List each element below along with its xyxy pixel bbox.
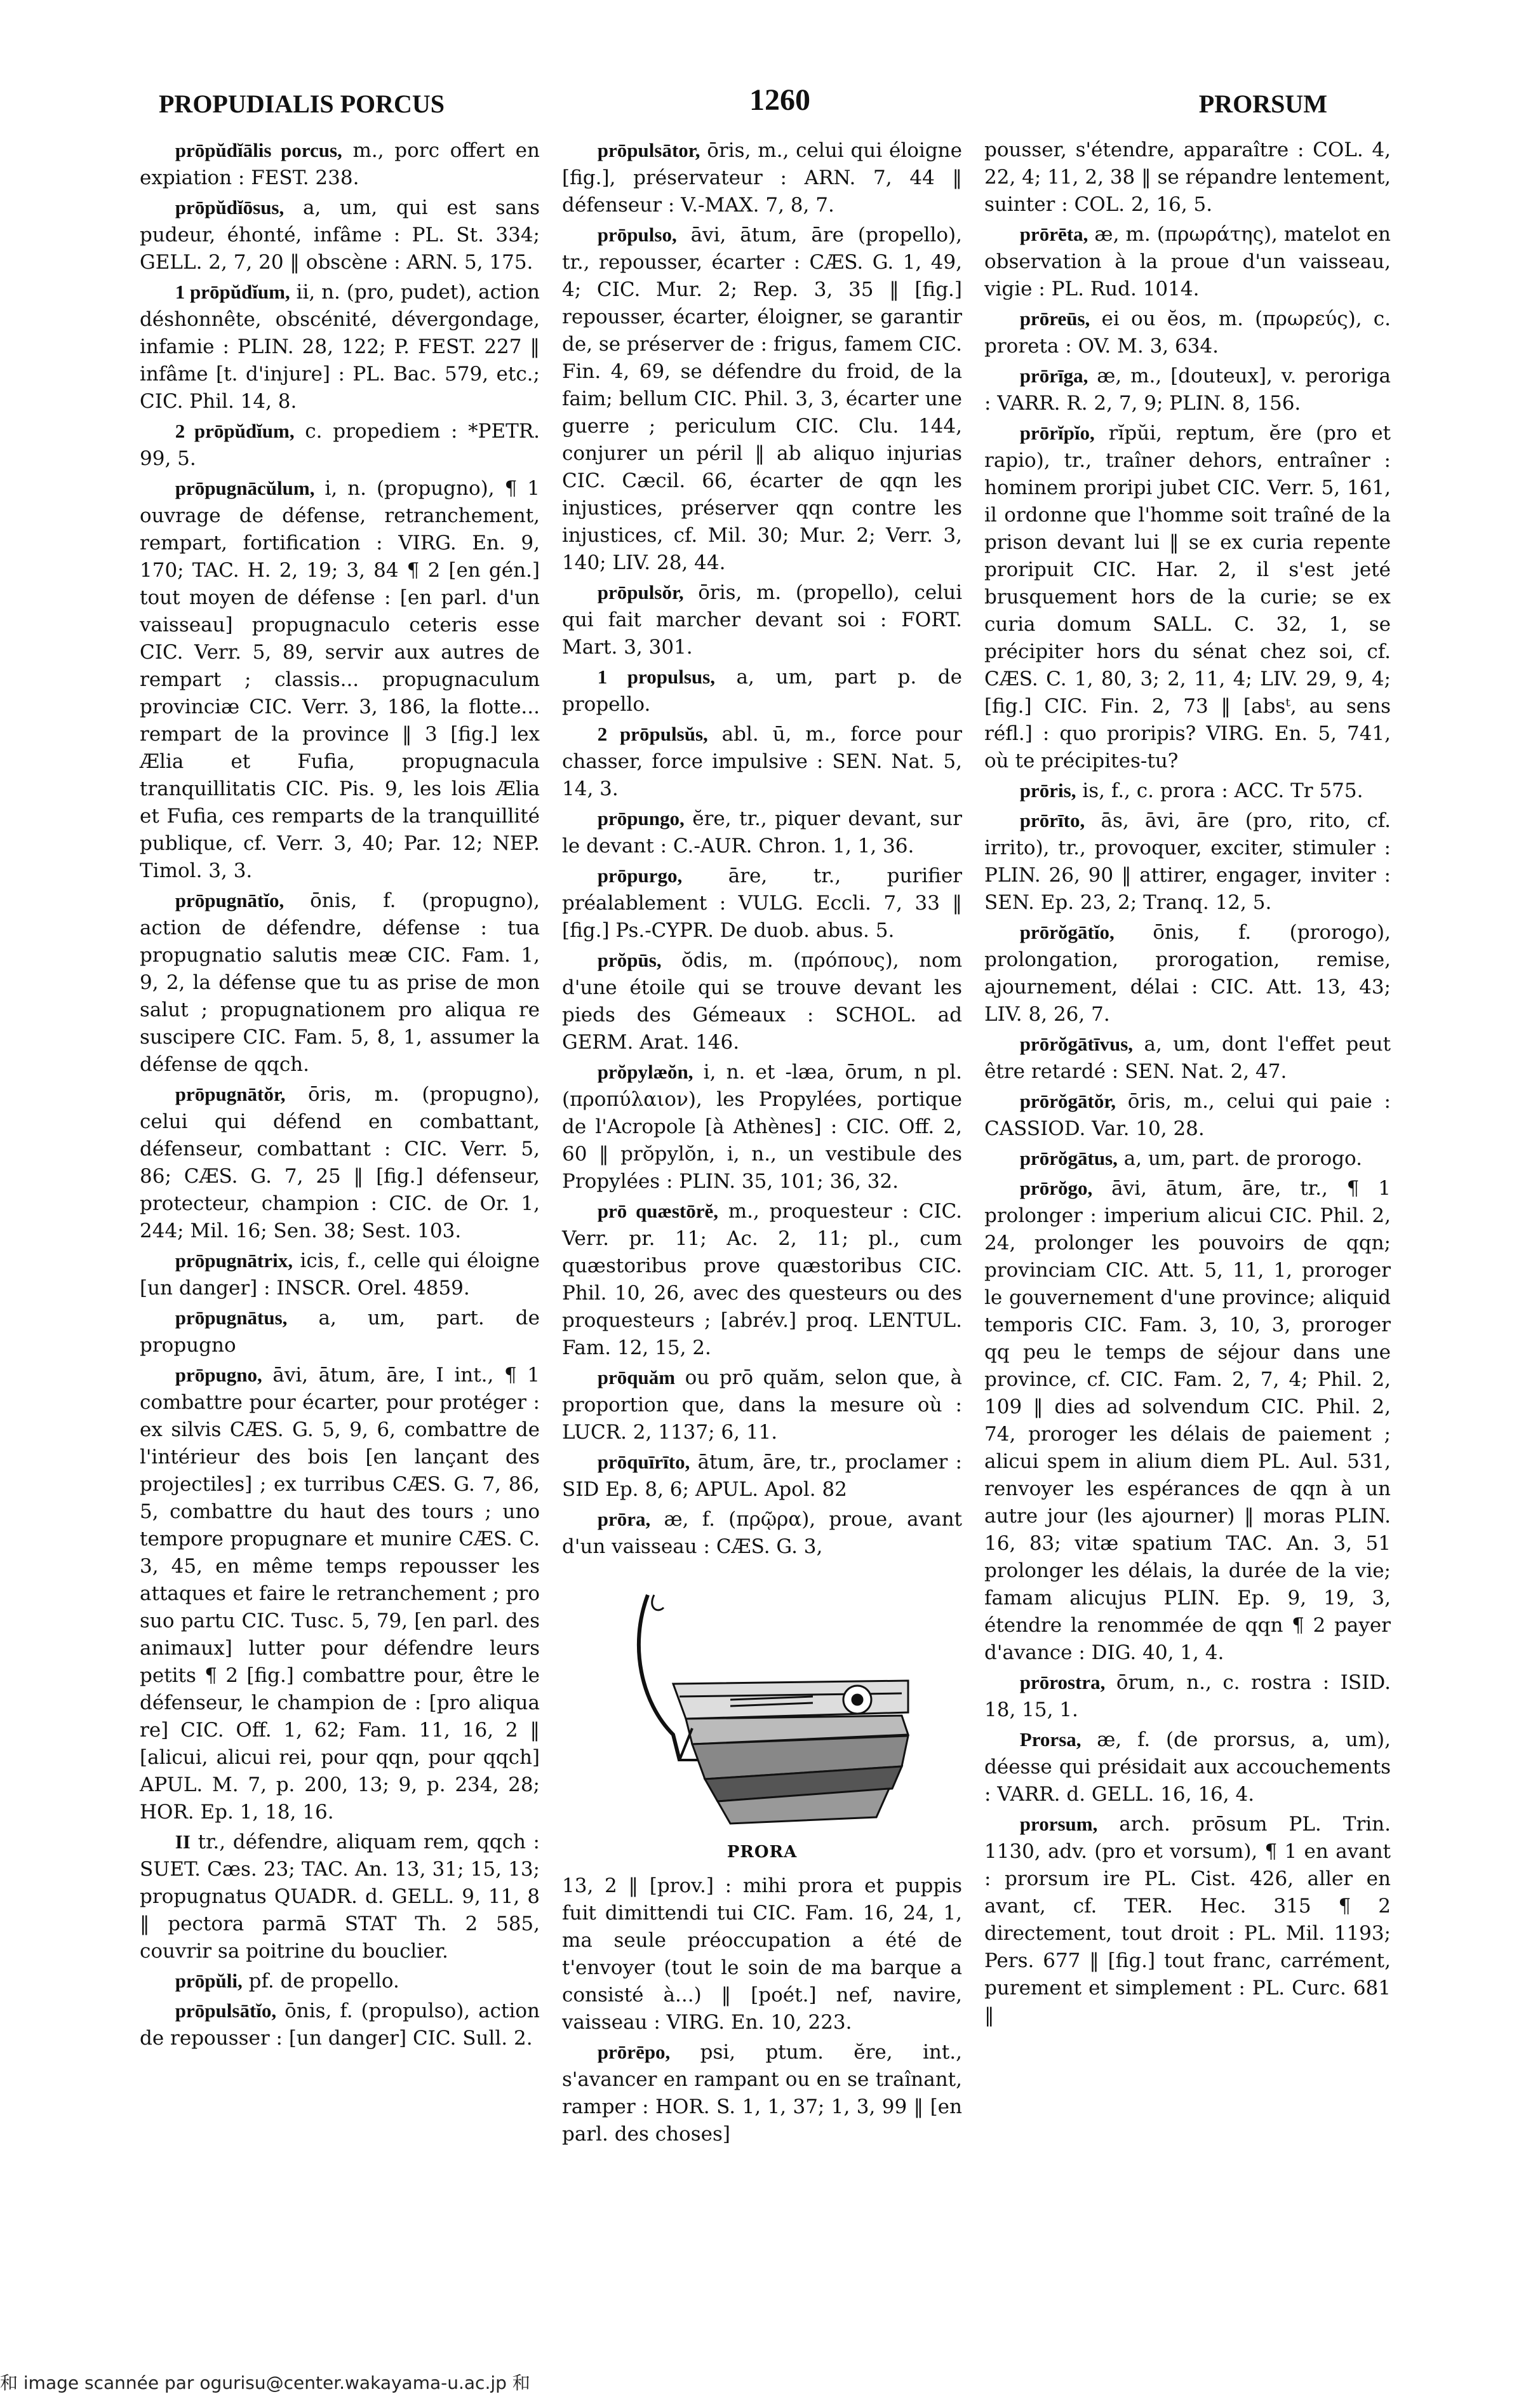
- entry-headword: prōpugnātus,: [175, 1307, 288, 1329]
- entry-headword: prōrŏgātīvus,: [1019, 1033, 1134, 1055]
- dictionary-entry: [984, 362, 1391, 417]
- entry-definition: æ, m., [douteux], v. peroriga : VARR. R. 2, 7, 9; PLIN. 8, 156.: [984, 365, 1391, 415]
- dictionary-entry: [140, 474, 540, 885]
- dictionary-entry: [562, 1364, 962, 1446]
- entry-headword: prōrīto,: [1019, 809, 1085, 831]
- dictionary-entry: [984, 419, 1391, 775]
- entry-definition: ōnis, f. (propulso), action de repousser : [un danger] CIC. Sull. 2.: [140, 1999, 540, 2050]
- column-2: [562, 137, 962, 2150]
- entry-headword: prŏpūs,: [597, 949, 662, 971]
- dictionary-entry: [984, 1145, 1391, 1173]
- entry-definition: ōrum, n., c. rostra : ISID. 18, 15, 1.: [984, 1671, 1391, 1721]
- entry-headword: prōquăm: [597, 1366, 676, 1388]
- entry-definition: a, um, part. de prorogo.: [1117, 1147, 1363, 1170]
- entry-headword: prōpulso,: [597, 224, 677, 246]
- entry-headword: prōris,: [1019, 779, 1076, 802]
- entry-definition: āre, tr., purifier préalablement : VULG. Eccli. 7, 33 ‖ [fig.] Ps.-CYPR. De duob. abus. 5.: [562, 864, 962, 942]
- dictionary-entry: [562, 221, 962, 577]
- dictionary-entry: [984, 1810, 1391, 2029]
- entry-definition: rĭpŭi, reptum, ĕre (pro et rapio), tr., traîner dehors, entraîner : hominem proripi jubet CIC. Verr. 5, 161, il ordonne que l'homme soit traîné de la prison devant lui ‖ se ex curia repente proripuit CIC. Har. 2, il s'est jeté brusquement hors de la curie; se ex curia domum SALL. C. 32, 1, se précipiter hors du sénat chez soi, cf. CÆS. C. 1, 80, 3; 2, 11, 4; LIV. 29, 9, 4; [fig.] CIC. Fin. 2, 73 ‖ [absᵗ, au sens réfl.] : quo proripis? VIRG. En. 5, 741, où te précipites-tu?: [984, 422, 1391, 772]
- dictionary-entry: [562, 2038, 962, 2148]
- dictionary-entry: [562, 663, 962, 718]
- dictionary-entry: [562, 579, 962, 661]
- entry-headword: prōrŏgo,: [1019, 1177, 1093, 1199]
- dictionary-entry: [562, 1872, 962, 2036]
- entry-definition: a, um, part p. de propello.: [562, 666, 963, 716]
- dictionary-entry: [140, 417, 540, 473]
- entry-definition: æ, m. (πρωράτης), matelot en observation à la proue d'un vaisseau, vigie : PL. Rud. 1014.: [984, 223, 1391, 300]
- entry-headword: prōpŭdĭālis porcus,: [175, 139, 342, 161]
- entry-headword: 2 prōpulsŭs,: [597, 723, 708, 745]
- entry-definition: ātum, āre, tr., proclamer : SID Ep. 8, 6; APUL. Apol. 82: [562, 1451, 962, 1501]
- running-header: [159, 83, 1327, 133]
- entry-definition: m., porc offert en expiation : FEST. 238.: [140, 139, 540, 189]
- dictionary-entry: [140, 137, 540, 192]
- dictionary-entry: [140, 1361, 540, 1826]
- column-3: [984, 137, 1391, 2031]
- dictionary-entry: [984, 305, 1391, 360]
- entry-definition: arch. prōsum PL. Trin. 1130, adv. (pro et vorsum), ¶ 1 en avant : prorsum ire PL. Cist. 426, aller en avant, cf. TER. Hec. 315 ¶ 2 directement, tout droit : PL. Mil. 1193; Pers. 677 ‖ [fig.] tout franc, carrément, purement et simplement : PL. Curc. 681 ‖: [984, 1813, 1391, 2027]
- dictionary-entry: [140, 1997, 540, 2052]
- entry-definition: psi, ptum. ĕre, int., s'avancer en rampant ou en se traînant, ramper : HOR. S. 1, 1, 37; 1, 3, 99 ‖ [en parl. des choses]: [562, 2041, 962, 2146]
- entry-definition: 13, 2 ‖ [prov.] : mihi prora et puppis fuit dimittendi tui CIC. Fam. 16, 24, 1, ma seule préoccupation a été de t'envoyer (tout le soin de ma barque a consisté à...) ‖ [poét.] nef, navire, vaisseau : VIRG. En. 10, 223.: [562, 1874, 962, 2034]
- entry-headword: prōpulsŏr,: [597, 581, 684, 603]
- entry-definition: i, n. (propugno), ¶ 1 ouvrage de défense, retranchement, rempart, fortification : VIRG. En. 9, 170; TAC. H. 2, 19; 3, 84 ¶ 2 [en gén.] tout moyen de défense : [en parl. d'un vaisseau] propugnaculo ceteris esse CIC. Verr. 5, 89, servir aux autres de rempart ; classis... propugnaculum provinciæ CIC. Verr. 3, 186, la flotte... rempart de la province ‖ 3 [fig.] lex Ælia et Fufia, propugnacula tranquillitatis CIC. Pis. 9, les lois Ælia et Fufia, ces remparts de la tranquillité publique, cf. Verr. 3, 40; Par. 12; NEP. Timol. 3, 3.: [140, 477, 540, 882]
- entry-definition: āvi, ātum, āre, I int., ¶ 1 combattre pour écarter, pour protéger : ex silvis CÆS. G. 5, 9, 6, combattre de l'intérieur des bois [en lançant des projectiles] ; ex turribus CÆS. G. 7, 86, 5, combattre du haut des tours ; uno tempore propugnare et munire CÆS. C. 3, 45, en même temps repousser les attaques et faire le retranchement ; pro suo partu CIC. Tusc. 5, 79, [en parl. des animaux] lutter pour défendre leurs petits ¶ 2 [fig.] combattre pour, être le défenseur, le champion de : [pro aliqua re] CIC. Off. 1, 62; Fam. 11, 16, 2 ‖ [alicui, alicui rei, pour qqn, pour qqch] APUL. M. 7, p. 200, 13; 9, p. 234, 28; HOR. Ep. 1, 18, 16.: [140, 1364, 540, 1824]
- entry-headword: 1 propulsus,: [597, 666, 715, 688]
- dictionary-entry: [984, 220, 1391, 303]
- entry-headword: prōpurgo,: [597, 864, 683, 887]
- entry-definition: a, um, part. de propugno: [140, 1307, 540, 1357]
- entry-headword: prōpugnātŏr,: [175, 1083, 286, 1105]
- entry-definition: ōnis, f. (prorogo), prolongation, prorogation, remise, ajournement, délai : CIC. Att. 13, 43; LIV. 8, 26, 7.: [984, 921, 1391, 1026]
- entry-headword: prōpugnātrix,: [175, 1249, 293, 1272]
- column-1: [140, 137, 540, 2054]
- dictionary-entry: [984, 777, 1391, 805]
- entry-definition: ii, n. (pro, pudet), action déshonnête, obscénité, dévergondage, infamie : PLIN. 28, 122; P. FEST. 227 ‖ infâme [t. d'injure] : PL. Bac. 579, etc.; CIC. Phil. 14, 8.: [140, 281, 540, 413]
- entry-headword: prŏpylæŏn,: [597, 1061, 693, 1083]
- header-left-guideword: PROPUDIALIS PORCUS: [159, 90, 445, 118]
- dictionary-entry: [562, 862, 962, 944]
- prora-illustration: [600, 1569, 924, 1866]
- dictionary-entry: [140, 278, 540, 415]
- dictionary-entry: [562, 1505, 962, 1561]
- entry-definition: pf. de propello.: [242, 1970, 399, 1993]
- entry-headword: Prorsa,: [1019, 1728, 1081, 1751]
- entry-headword: 1 prōpŭdĭum,: [175, 281, 290, 303]
- dictionary-entry: [562, 805, 962, 860]
- entry-headword: prōrŏgātus,: [1019, 1147, 1118, 1169]
- dictionary-entry: [984, 918, 1391, 1028]
- entry-headword: prōrĭpĭo,: [1019, 422, 1095, 444]
- entry-definition: icis, f., celle qui éloigne [un danger] : INSCR. Orel. 4859.: [140, 1249, 540, 1300]
- entry-definition: ōris, m. (propello), celui qui fait marcher devant soi : FORT. Mart. 3, 301.: [562, 581, 962, 659]
- entry-definition: ās, āvi, āre (pro, rito, cf. irrito), tr., provoquer, exciter, stimuler : PLIN. 26, 90 ‖ attirer, engager, inviter : SEN. Ep. 23, 2; Tranq. 12, 5.: [984, 809, 1391, 914]
- entry-headword: prōrēpo,: [597, 2041, 671, 2063]
- entry-definition: ĕre, tr., piquer devant, sur le devant : C.-AUR. Chron. 1, 1, 36.: [562, 807, 962, 857]
- scan-credit: 和 image scannée par ogurisu@center.wakayama-u.ac.jp 和: [0, 2372, 530, 2393]
- entry-definition: tr., défendre, aliquam rem, qqch : SUET. Cæs. 23; TAC. An. 13, 31; 15, 13; propugnatus QUADR. d. GELL. 9, 11, 8 ‖ pectora parmā STAT Th. 2 585, couvrir sa poitrine du bouclier.: [140, 1831, 540, 1963]
- entry-headword: prōquīrīto,: [597, 1451, 690, 1473]
- entry-headword: prōpulsātor,: [597, 139, 700, 161]
- entry-headword: prōreūs,: [1019, 307, 1090, 330]
- entry-headword: prōrēta,: [1019, 223, 1088, 245]
- entry-headword: prō quæstōrĕ,: [597, 1200, 718, 1222]
- entry-headword: prōrŏgātŏr,: [1019, 1090, 1116, 1112]
- entry-definition: i, n. et -læa, ōrum, n pl. (προπύλαιον), les Propylées, portique de l'Acropole [à Athènes] : CIC. Off. 2, 60 ‖ prŏpylŏn, i, n., un vestibule des Propylées : PLIN. 35, 101; 36, 32.: [562, 1061, 962, 1193]
- entry-definition: pousser, s'étendre, apparaître : COL. 4, 22, 4; 11, 2, 38 ‖ se répandre lentement, suinter : COL. 2, 16, 5.: [984, 138, 1391, 216]
- entry-definition: ōris, m. (propugno), celui qui défend en combattant, défenseur, combattant : CIC. Verr. 5, 86; CÆS. G. 7, 25 ‖ [fig.] défenseur, protecteur, champion : CIC. de Or. 1, 244; Mil. 16; Sen. 38; Sest. 103.: [140, 1083, 540, 1242]
- entry-headword: prōpugnācŭlum,: [175, 477, 315, 499]
- dictionary-entry: [140, 1080, 540, 1245]
- dictionary-entry: [984, 807, 1391, 917]
- dictionary-entry: [562, 1197, 962, 1362]
- entry-headword: II: [175, 1831, 191, 1853]
- entry-definition: æ, f. (πρῷρα), proue, avant d'un vaisseau : CÆS. G. 3,: [562, 1508, 962, 1558]
- header-right-guideword: PRORSUM: [1198, 90, 1327, 118]
- entry-definition: is, f., c. prora : ACC. Tr 575.: [1076, 779, 1363, 802]
- dictionary-entry: [562, 137, 962, 219]
- entry-headword: 2 prōpŭdĭum,: [175, 420, 295, 442]
- entry-definition: æ, f. (de prorsus, a, um), déesse qui présidait aux accouchements : VARR. d. GELL. 16, 16, 4.: [984, 1728, 1391, 1806]
- entry-definition: abl. ū, m., force pour chasser, force impulsive : SEN. Nat. 5, 14, 3.: [562, 723, 962, 800]
- entry-headword: prōpugnātĭo,: [175, 889, 285, 911]
- entry-definition: ōnis, f. (propugno), action de défendre, défense : tua propugnatio salutis meæ CIC. Fam. 1, 9, 2, la défense que tu as prise de mon salut ; propugnationem pro aliqua re suscipere CIC. Fam. 5, 8, 1, assumer la défense de qqch.: [140, 889, 540, 1076]
- entry-headword: prōrŏgātĭo,: [1019, 921, 1115, 943]
- entry-definition: ōris, m., celui qui éloigne [fig.], préservateur : ARN. 7, 44 ‖ défenseur : V.-MAX. 7, 8, 7.: [562, 139, 962, 217]
- dictionary-entry: [984, 1030, 1391, 1085]
- entry-headword: prōrostra,: [1019, 1671, 1106, 1693]
- entry-definition: ōris, m., celui qui paie : CASSIOD. Var. 10, 28.: [984, 1090, 1391, 1140]
- entry-definition: m., proquesteur : CIC. Verr. pr. 11; Ac. 2, 11; pl., cum quæstoribus prove quæstoribus CIC. Phil. 10, 26, avec des questeurs ou des proquesteurs ; [abrév.] proq. LENTUL. Fam. 12, 15, 2.: [562, 1200, 962, 1359]
- entry-definition: ou prō quăm, selon que, à proportion que, dans la mesure où : LUCR. 2, 1137; 6, 11.: [562, 1366, 962, 1444]
- dictionary-entry: [140, 1304, 540, 1359]
- dictionary-entry: [140, 1967, 540, 1995]
- entry-headword: prōpulsātĭo,: [175, 1999, 277, 2022]
- entry-headword: prōpugno,: [175, 1364, 262, 1386]
- dictionary-entry: [140, 194, 540, 276]
- dictionary-entry: [984, 1174, 1391, 1667]
- dictionary-entry: [984, 1087, 1391, 1143]
- ship-prow-drawing: [603, 1569, 921, 1836]
- dictionary-entry: [562, 720, 962, 803]
- figure-caption: PRORA: [726, 1843, 798, 1862]
- entry-definition: a, um, qui est sans pudeur, éhonté, infâme : PL. St. 334; GELL. 2, 7, 20 ‖ obscène : ARN. 5, 175.: [140, 196, 540, 274]
- entry-definition: a, um, dont l'effet peut être retardé : SEN. Nat. 2, 47.: [984, 1033, 1391, 1083]
- entry-definition: ei ou ĕos, m. (πρωρεύς), c. proreta : OV. M. 3, 634.: [984, 307, 1391, 358]
- dictionary-entry: [562, 1448, 962, 1503]
- dictionary-entry: [984, 1669, 1391, 1724]
- entry-headword: prōra,: [597, 1508, 651, 1530]
- dictionary-entry: [984, 1726, 1391, 1808]
- entry-definition: c. propediem : *PETR. 99, 5.: [140, 420, 540, 470]
- entry-headword: prōpungo,: [597, 807, 685, 830]
- dictionary-entry: [984, 137, 1391, 218]
- entry-headword: prorsum,: [1019, 1813, 1098, 1835]
- dictionary-entry: [140, 1247, 540, 1302]
- entry-definition: āvi, ātum, āre, tr., ¶ 1 prolonger : imperium alicui CIC. Phil. 2, 24, prolonger les pouvoirs de qqn; provinciam CIC. Att. 5, 11, 1, proroger le gouvernement d'une province; aliquid temporis CIC. Fam. 3, 10, 3, proroger qq peu le temps de séjour dans une province, cf. CIC. Fam. 2, 7, 4; Phil. 2, 109 ‖ dies ad solvendum CIC. Phil. 2, 74, proroger les délais de paiement ; alicui spem in alium diem PL. Aul. 531, renvoyer les espérances de qqn à un autre jour (les ajourner) ‖ moras PLIN. 16, 83; vitæ spatium TAC. An. 3, 51 prolonger les délais, la durée de la vie; famam alicujus PLIN. Ep. 9, 19, 3, étendre la renommée de qqn ¶ 2 payer d'avance : DIG. 40, 1, 4.: [984, 1177, 1391, 1664]
- dictionary-entry: [562, 946, 962, 1056]
- dictionary-columns: [140, 137, 1391, 2309]
- entry-definition: ŏdis, m. (πρόπους), nom d'une étoile qui se trouve devant les pieds des Gémeaux : SCHOL. ad GERM. Arat. 146.: [562, 949, 962, 1054]
- dictionary-entry: [140, 1828, 540, 1965]
- entry-headword: prōpŭdĭōsus,: [175, 196, 285, 218]
- entry-headword: prōrīga,: [1019, 365, 1088, 387]
- entry-definition: āvi, ātum, āre (propello), tr., repousser, écarter : CÆS. G. 1, 49, 4; CIC. Mur. 2; Rep. 3, 35 ‖ [fig.] repousser, écarter, éloigner, se garantir de, se préserver de : frigus, famem CIC. Fin. 4, 69, se défendre du froid, de la faim; bellum CIC. Phil. 3, 3, écarter une guerre ; periculum CIC. Clu. 144, conjurer un péril ‖ ab aliquo injurias CIC. Cæcil. 66, écarter de qqn les injustices, préserver qqn contre les injustices, cf. Mil. 30; Mur. 2; Verr. 3, 140; LIV. 28, 44.: [562, 224, 962, 574]
- entry-headword: prōpŭli,: [175, 1970, 243, 1992]
- page-number: 1260: [749, 83, 810, 117]
- dictionary-entry: [562, 1058, 962, 1195]
- dictionary-entry: [140, 887, 540, 1079]
